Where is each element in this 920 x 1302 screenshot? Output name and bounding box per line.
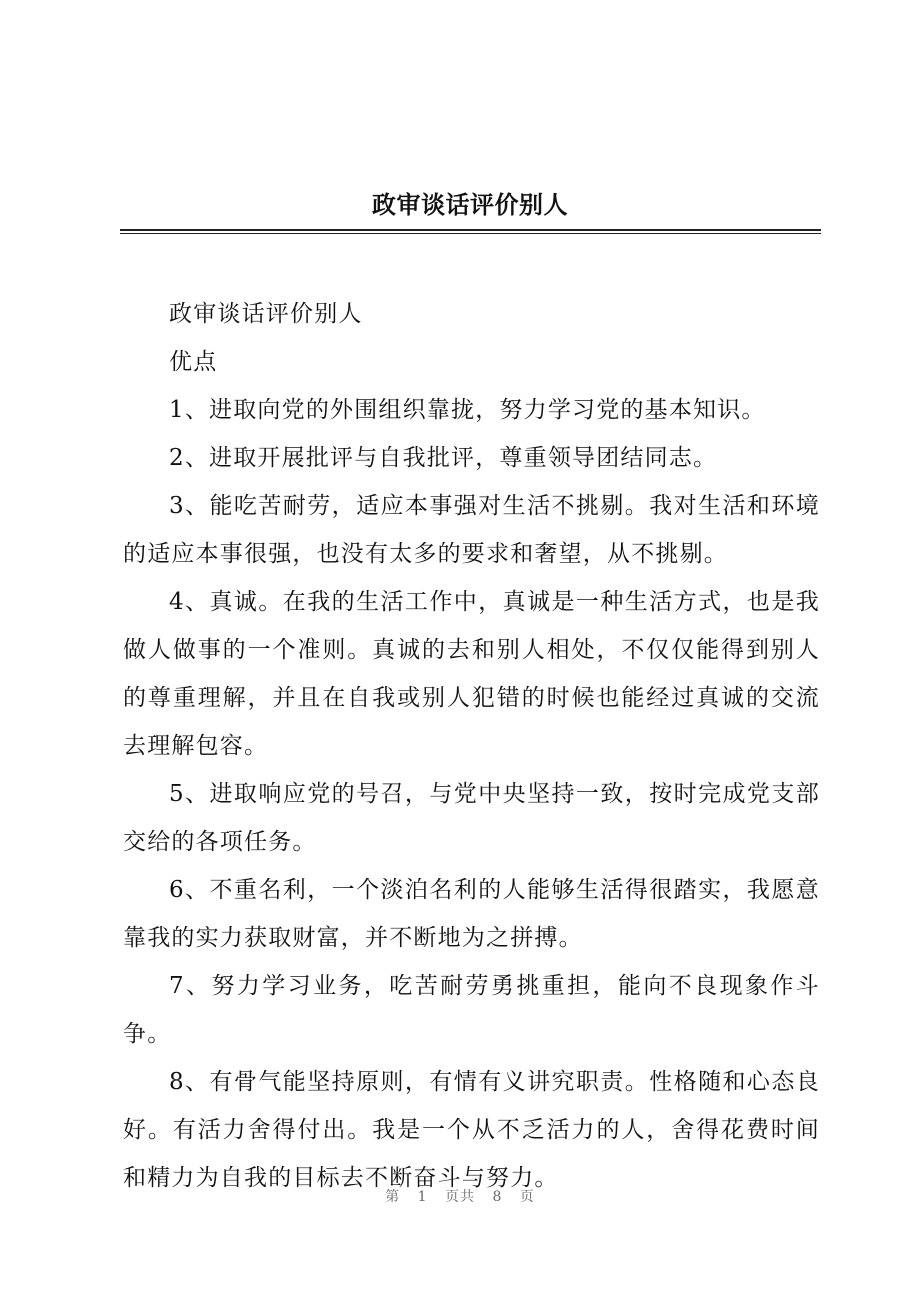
title-double-rule [120, 229, 821, 234]
footer-total-pages: 8 [492, 1189, 503, 1205]
paragraph-item-2: 2、进取开展批评与自我批评，尊重领导团结同志。 [169, 445, 718, 471]
document-body [123, 290, 820, 1202]
paragraph-item-7: 7、努力学习业务，吃苦耐劳勇挑重担，能向不良现象作斗争。 [123, 973, 820, 1047]
document-title: 政审谈话评价别人 [372, 190, 568, 219]
footer-current-page: 1 [417, 1189, 428, 1205]
paragraph-item-4: 4、真诚。在我的生活工作中，真诚是一种生活方式，也是我做人做事的一个准则。真诚的去和别人相处，不仅仅能得到别人的尊重理解，并且在自我或别人犯错的时候也能经过真诚的交流去理解包容。 [123, 589, 820, 759]
paragraph-item-1: 1、进取向党的外围组织靠拢，努力学习党的基本知识。 [169, 397, 766, 423]
paragraph-item-8: 8、有骨气能坚持原则，有情有义讲究职责。性格随和心态良好。有活力舍得付出。我是一个从不乏活力的人，舍得花费时间和精力为自我的目标去不断奋斗与努力。 [123, 1069, 820, 1191]
paragraph-heading: 政审谈话评价别人 [169, 301, 363, 327]
paragraph-item-5: 5、进取响应党的号召，与党中央坚持一致，按时完成党支部交给的各项任务。 [123, 781, 820, 855]
paragraph-item-6: 6、不重名利，一个淡泊名利的人能够生活得很踏实，我愿意靠我的实力获取财富，并不断地为之拼搏。 [123, 877, 820, 951]
paragraph-section-label: 优点 [169, 349, 218, 375]
paragraph-item-3: 3、能吃苦耐劳，适应本事强对生活不挑剔。我对生活和环境的适应本事很强，也没有太多的要求和奢望，从不挑剔。 [123, 493, 820, 567]
page-footer [0, 1186, 920, 1206]
footer-middle: 页共 [445, 1189, 475, 1205]
footer-suffix: 页 [519, 1189, 535, 1205]
footer-prefix: 第 [385, 1189, 401, 1205]
